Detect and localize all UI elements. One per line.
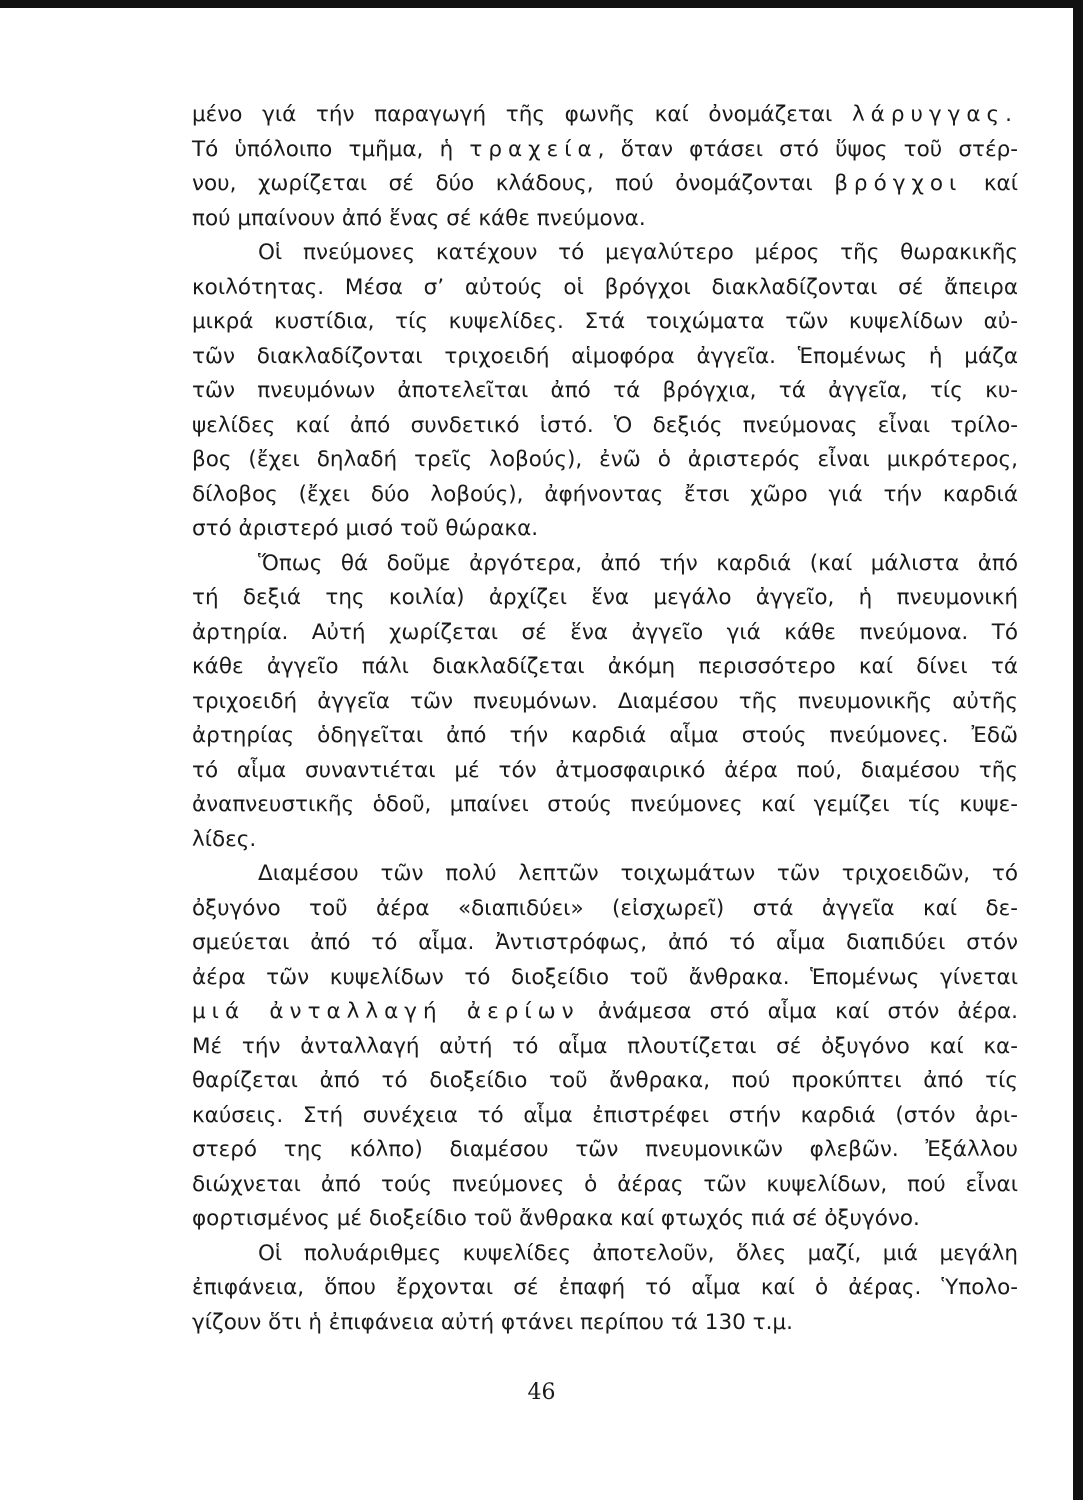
text-segment: τριχοειδή ἀγγεῖα τῶν πνευμόνων. Διαμέσου τῆς πνευμονικῆς αὐτῆς: [192, 688, 1018, 714]
paragraph: [192, 547, 1018, 858]
text-line: [192, 1099, 1018, 1134]
text-segment: βος (ἔχει δηλαδή τρεῖς λοβούς), ἐνῶ ὁ ἀριστερός εἶναι μικρότερος,: [192, 447, 1018, 472]
text-line: [192, 547, 1018, 582]
scan-border-right: [1073, 0, 1083, 1500]
text-line: [192, 1202, 1018, 1237]
text-segment: Τό ὑπόλοιπο τμῆμα, ἡ: [192, 136, 470, 162]
text-line: [192, 236, 1018, 271]
text-segment: ἐπιφάνεια, ὅπου ἔρχονται σέ ἐπαφή τό αἷμα καί ὁ ἀέρας. Ὑπολο-: [192, 1275, 1018, 1300]
text-segment: , ὅταν φτάσει στό ὕψος τοῦ στέρ-: [597, 136, 1018, 162]
text-segment: ψελίδες καί ἀπό συνδετικό ἱστό. Ὁ δεξιός πνεύμονας εἶναι τρίλο-: [192, 412, 1018, 438]
text-segment: δίλοβος (ἔχει δύο λοβούς), ἀφήνοντας ἔτσι χῶρο γιά τήν καρδιά: [192, 481, 1018, 507]
text-line: [192, 340, 1018, 375]
text-line: [192, 98, 1018, 133]
text-line: [192, 271, 1018, 306]
text-segment: καί: [962, 171, 1018, 196]
text-line: [192, 478, 1018, 513]
text-line: [192, 719, 1018, 754]
text-segment: Οἱ πνεύμονες κατέχουν τό μεγαλύτερο μέρος τῆς θωρακικῆς: [258, 240, 1018, 265]
paragraph: [192, 236, 1018, 547]
text-line: [192, 926, 1018, 961]
text-segment: τή δεξιά της κοιλία) ἀρχίζει ἕνα μεγάλο ἀγγεῖο, ἡ πνευμονική: [192, 585, 1018, 610]
text-segment: τῶν πνευμόνων ἀποτελεῖται ἀπό τά βρόγχια, τά ἀγγεῖα, τίς κυ-: [192, 378, 1018, 403]
text-line: [192, 167, 1018, 202]
emphasized-term: μιά ἀνταλλαγή ἀερίων: [192, 999, 580, 1024]
text-line: [192, 961, 1018, 996]
text-segment: ἀέρα τῶν κυψελίδων τό διοξείδιο τοῦ ἄνθρακα. Ἑπομένως γίνεται: [192, 964, 1018, 990]
text-segment: στερό της κόλπο) διαμέσου τῶν πνευμονικῶν φλεβῶν. Ἐξάλλου: [192, 1137, 1018, 1162]
paragraph: [192, 98, 1018, 236]
text-segment: θαρίζεται ἀπό τό διοξείδιο τοῦ ἄνθρακα, πού προκύπτει ἀπό τίς: [192, 1068, 1018, 1093]
text-line: [192, 133, 1018, 168]
text-segment: κάθε ἀγγεῖο πάλι διακλαδίζεται ἀκόμη περισσότερο καί δίνει τά: [192, 654, 1018, 679]
text-segment: φορτισμένος μέ διοξείδιο τοῦ ἄνθρακα καί φτωχός πιά σέ ὀξυγόνο.: [192, 1206, 920, 1231]
text-segment: Διαμέσου τῶν πολύ λεπτῶν τοιχωμάτων τῶν τριχοειδῶν, τό: [258, 861, 1018, 886]
text-segment: κοιλότητας. Μέσα σ’ αὐτούς οἱ βρόγχοι διακλαδίζονται σέ ἄπειρα: [192, 274, 1018, 300]
paragraph: [192, 1237, 1018, 1341]
text-segment: μένο γιά τήν παραγωγή τῆς φωνῆς καί ὀνομάζεται: [192, 102, 852, 127]
text-line: [192, 1133, 1018, 1168]
paragraph: [192, 857, 1018, 1237]
text-line: [192, 305, 1018, 340]
text-line: [192, 857, 1018, 892]
text-segment: πού μπαίνουν ἀπό ἕνας σέ κάθε πνεύμονα.: [192, 205, 646, 231]
text-line: [192, 892, 1018, 927]
text-line: [192, 823, 1018, 858]
text-segment: Μέ τήν ἀνταλλαγή αὐτή τό αἷμα πλουτίζεται σέ ὀξυγόνο καί κα-: [192, 1033, 1018, 1059]
emphasized-term: βρόγχοι: [834, 171, 963, 196]
text-line: [192, 685, 1018, 720]
text-line: [192, 1237, 1018, 1272]
text-line: [192, 1168, 1018, 1203]
text-segment: λίδες.: [192, 826, 257, 852]
text-segment: τῶν διακλαδίζονται τριχοειδή αἱμοφόρα ἀγγεῖα. Ἑπομένως ἡ μάζα: [192, 343, 1018, 369]
text-segment: Οἱ πολυάριθμες κυψελίδες ἀποτελοῦν, ὅλες μαζί, μιά μεγάλη: [258, 1240, 1018, 1266]
text-segment: νου, χωρίζεται σέ δύο κλάδους, πού ὀνομάζονται: [192, 171, 835, 196]
text-segment: τό αἷμα συναντιέται μέ τόν ἀτμοσφαιρικό ἀέρα πού, διαμέσου τῆς: [192, 757, 1018, 783]
text-line: [192, 754, 1018, 789]
text-line: [192, 409, 1018, 444]
text-line: [192, 995, 1018, 1030]
text-line: [192, 202, 1018, 237]
text-segment: ἀνάμεσα στό αἷμα καί στόν ἀέρα.: [579, 999, 1018, 1024]
emphasized-term: λάρυγγας.: [851, 102, 1018, 127]
emphasized-term: τραχεία: [469, 136, 598, 162]
text-line: [192, 1030, 1018, 1065]
text-line: [192, 616, 1018, 651]
text-segment: διώχνεται ἀπό τούς πνεύμονες ὁ ἀέρας τῶν κυψελίδων, πού εἶναι: [192, 1171, 1018, 1197]
text-line: [192, 1306, 1018, 1341]
text-segment: ἀναπνευστικῆς ὁδοῦ, μπαίνει στούς πνεύμονες καί γεμίζει τίς κυψε-: [192, 792, 1018, 817]
text-line: [192, 1064, 1018, 1099]
text-line: [192, 443, 1018, 478]
text-segment: ἀρτηρία. Αὐτή χωρίζεται σέ ἕνα ἀγγεῖο γιά κάθε πνεύμονα. Τό: [192, 619, 1018, 645]
text-segment: γίζουν ὅτι ἡ ἐπιφάνεια αὐτή φτάνει περίπου τά 130 τ.μ.: [192, 1309, 793, 1335]
text-line: [192, 650, 1018, 685]
text-segment: ὀξυγόνο τοῦ ἀέρα «διαπιδύει» (εἰσχωρεῖ) στά ἀγγεῖα καί δε-: [192, 895, 1018, 921]
text-line: [192, 1271, 1018, 1306]
text-line: [192, 581, 1018, 616]
page-number: 46: [527, 1380, 556, 1405]
text-segment: στό ἀριστερό μισό τοῦ θώρακα.: [192, 516, 539, 541]
text-segment: ἀρτηρίας ὁδηγεῖται ἀπό τήν καρδιά αἷμα στούς πνεύμονες. Ἐδῶ: [192, 723, 1018, 748]
text-segment: Ὅπως θά δοῦμε ἀργότερα, ἀπό τήν καρδιά (καί μάλιστα ἀπό: [258, 550, 1018, 576]
text-line: [192, 512, 1018, 547]
text-line: [192, 374, 1018, 409]
text-line: [192, 788, 1018, 823]
text-segment: σμεύεται ἀπό τό αἷμα. Ἀντιστρόφως, ἀπό τό αἷμα διαπιδύει στόν: [192, 930, 1018, 955]
scan-border-top: [0, 0, 1083, 8]
text-segment: καύσεις. Στή συνέχεια τό αἷμα ἐπιστρέφει στήν καρδιά (στόν ἀρι-: [192, 1102, 1018, 1128]
text-segment: μικρά κυστίδια, τίς κυψελίδες. Στά τοιχώματα τῶν κυψελίδων αὐ-: [192, 309, 1018, 334]
page-body-text: [192, 98, 1018, 1340]
